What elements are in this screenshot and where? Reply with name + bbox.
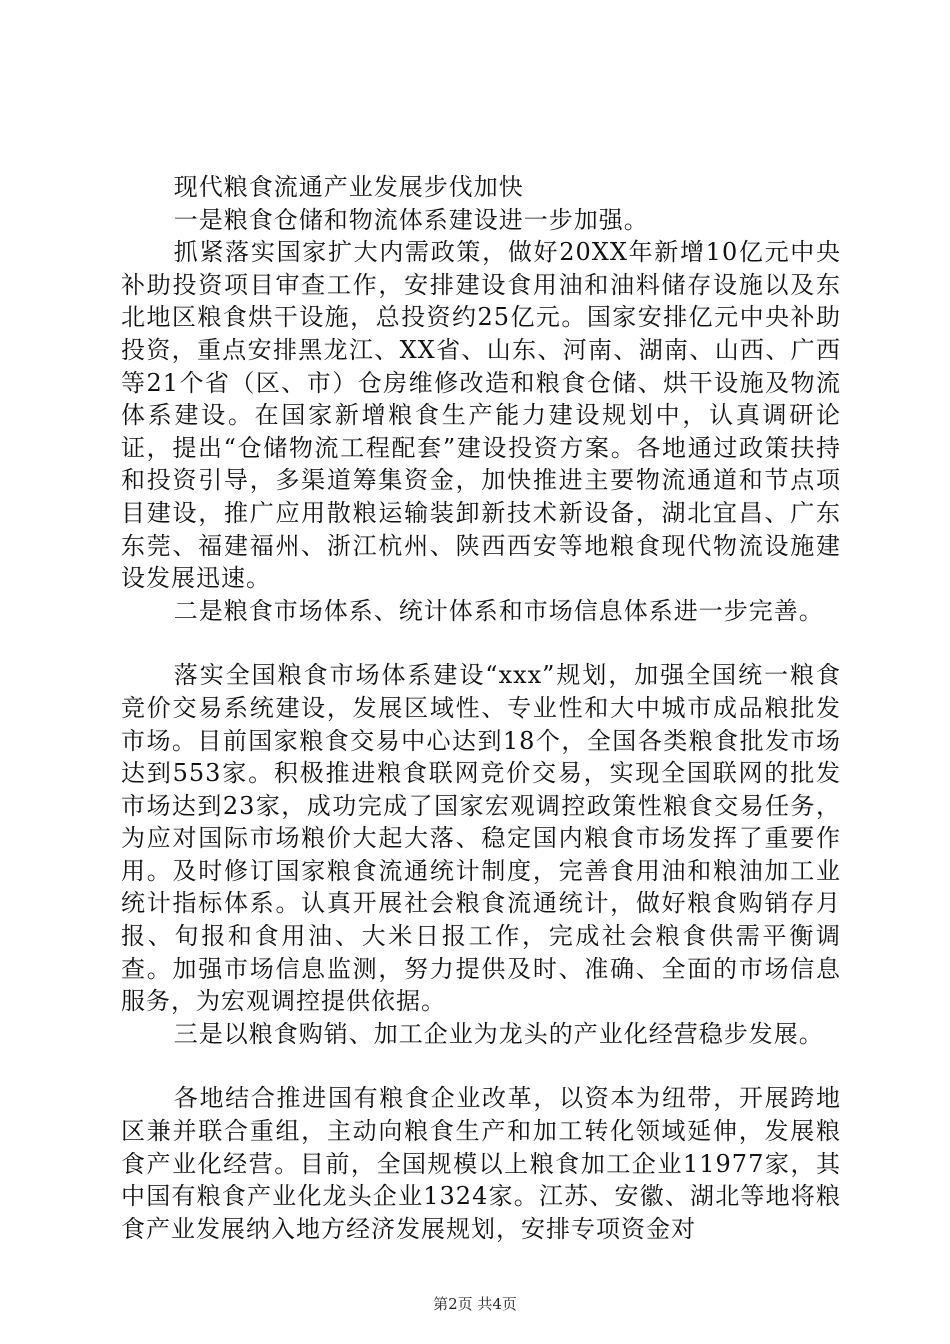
subsection-heading-2: 二是粮食市场体系、统计体系和市场信息体系进一步完善。 [173,596,824,625]
page-number-footer: 第2页 共4页 [433,1295,517,1313]
subsection-heading-1: 一是粮食仓储和物流体系建设进一步加强。 [173,205,649,234]
body-paragraph-1: 抓紧落实国家扩大内需政策，做好20XX年新增10亿元中央补助投资项目审查工作，安排建设食用油和油料储存设施以及东北地区粮食烘干设施，总投资约25亿元。国家安排亿元中央补助投资，重点安排黑龙江、XX省、山东、河南、湖南、山西、广西等21个省（区、市）仓房维修改造和粮食仓储、烘干设施及物流体系建设。在国家新增粮食生产能力建设规划中，认真调研论证，提出“仓储物流工程配套”建设投资方案。各地通过政策扶持和投资引导，多渠道筹集资金，加快推进主要物流通道和节点项目建设，推广应用散粮运输装卸新技术新设备，湖北宜昌、广东东莞、福建福州、浙江杭州、陕西西安等地粮食现代物流设施建设发展迅速。 [121,238,841,593]
section-title: 现代粮食流通产业发展步伐加快 [173,173,524,201]
body-paragraph-3: 各地结合推进国有粮食企业改革，以资本为纽带，开展跨地区兼并联合重组，主动向粮食生产和加工转化领域延伸，发展粮食产业化经营。目前，全国规模以上粮食加工企业11977家，其中国有粮食产业化龙头企业1324家。江苏、安徽、湖北等地将粮食产业发展纳入地方经济发展规划，安排专项资金对 [121,1084,841,1243]
document-body [121,171,841,1245]
body-paragraph-2: 落实全国粮食市场体系建设“xxx”规划，加强全国统一粮食竞价交易系统建设，发展区域性、专业性和大中城市成品粮批发市场。目前国家粮食交易中心达到18个，全国各类粮食批发市场达到553家。积极推进粮食联网竞价交易，实现全国联网的批发市场达到23家，成功完成了国家宏观调控政策性粮食交易任务，为应对国际市场粮价大起大落、稳定国内粮食市场发挥了重要作用。及时修订国家粮食流通统计制度，完善食用油和粮油加工业统计指标体系。认真开展社会粮食流通统计，做好粮食购销存月报、旬报和食用油、大米日报工作，完成社会粮食供需平衡调查。加强市场信息监测，努力提供及时、准确、全面的市场信息服务，为宏观调控提供依据。 [121,661,841,1016]
subsection-heading-3: 三是以粮食购销、加工企业为龙头的产业化经营稳步发展。 [173,1019,824,1048]
